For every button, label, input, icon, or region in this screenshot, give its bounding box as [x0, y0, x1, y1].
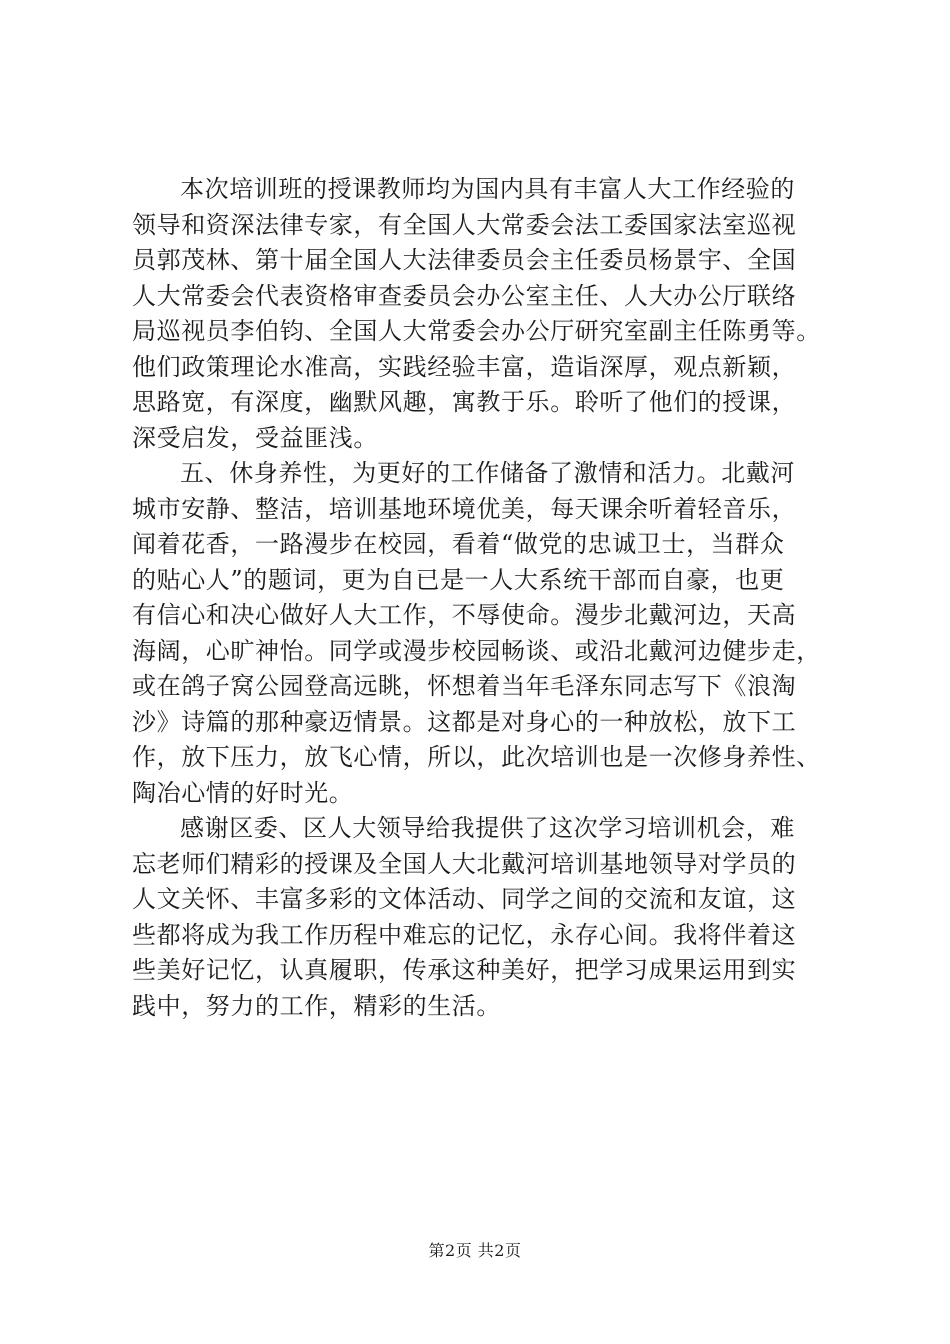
text-line: 思路宽，有深度，幽默风趣，寓教于乐。聆听了他们的授课， — [132, 388, 797, 416]
text-line: 些都将成为我工作历程中难忘的记忆，永存心间。我将伴着这 — [132, 920, 797, 949]
text-line: 沙》诗篇的那种豪迈情景。这都是对身心的一种放松，放下工 — [132, 707, 797, 736]
text-line: 的贴心人”的题词，更为自已是一人大系统干部而自豪，也更 — [132, 565, 785, 594]
paragraph-rest-and-relax — [132, 456, 852, 811]
text-line: 忘老师们精彩的授课及全国人大北戴河培训基地领导对学员的 — [132, 849, 797, 878]
text-line: 作，放下压力，放飞心情，所以，此次培训也是一次修身养性、 — [132, 743, 821, 771]
text-line: 陶冶心情的好时光。 — [132, 778, 354, 807]
page-number-footer: 第2页 共2页 — [428, 1241, 522, 1260]
text-line: 人文关怀、丰富多彩的文体活动、同学之间的交流和友谊，这 — [132, 885, 797, 913]
text-line: 些美好记忆，认真履职，传承这种美好，把学习成果运用到实 — [132, 956, 797, 984]
text-line: 五、休身养性，为更好的工作储备了激情和活力。北戴河 — [180, 459, 795, 487]
document-body — [132, 172, 852, 1024]
text-line: 感谢区委、区人大领导给我提供了这次学习培训机会，难 — [180, 814, 795, 842]
text-line: 本次培训班的授课教师均为国内具有丰富人大工作经验的 — [180, 175, 795, 203]
text-line: 深受启发，受益匪浅。 — [132, 423, 378, 452]
text-line: 海阔，心旷神怡。同学或漫步校园畅谈、或沿北戴河边健步走， — [132, 636, 821, 665]
text-line: 或在鸽子窝公园登高远眺，怀想着当年毛泽东同志写下《浪淘 — [132, 672, 797, 700]
text-line: 践中，努力的工作，精彩的生活。 — [132, 991, 501, 1020]
paragraph-thanks — [132, 811, 852, 1024]
text-line: 闻着花香，一路漫步在校园，看着“做党的忠诚卫士，当群众 — [132, 530, 785, 558]
text-line: 有信心和决心做好人大工作，不辱使命。漫步北戴河边，天高 — [132, 601, 797, 629]
text-line: 领导和资深法律专家，有全国人大常委会法工委国家法室巡视 — [132, 210, 797, 239]
paragraph-teachers — [132, 172, 852, 456]
text-line: 他们政策理论水准高，实践经验丰富，造诣深厚，观点新颖， — [132, 352, 797, 381]
text-line: 城市安静、整洁，培训基地环境优美，每天课余听着轻音乐， — [132, 494, 797, 523]
text-line: 人大常委会代表资格审查委员会办公室主任、人大办公厅联络 — [132, 281, 797, 310]
text-line: 员郭茂林、第十届全国人大法律委员会主任委员杨景宇、全国 — [132, 246, 797, 274]
text-line: 局巡视员李伯钧、全国人大常委会办公厅研究室副主任陈勇等。 — [132, 317, 821, 345]
